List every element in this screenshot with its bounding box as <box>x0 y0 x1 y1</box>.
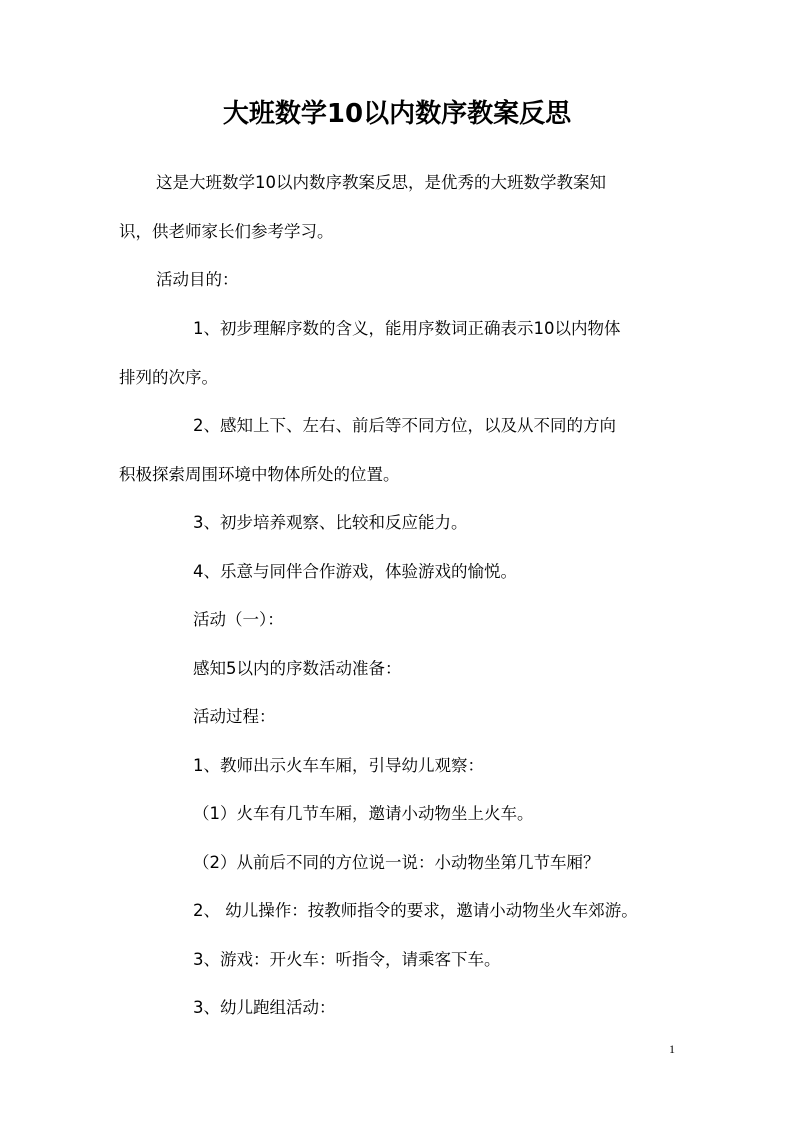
activity-preparation: 感知5以内的序数活动准备： <box>193 659 402 678</box>
paragraph-intro-line-2: 识，供老师家长们参考学习。 <box>119 222 334 241</box>
objective-2-line-2: 积极探索周围环境中物体所处的位置。 <box>119 465 400 484</box>
section-heading-process: 活动过程： <box>193 707 276 726</box>
process-step-2: 2、 幼儿操作：按教师指令的要求，邀请小动物坐火车郊游。 <box>193 901 638 920</box>
section-heading-activity-1: 活动（一）： <box>193 610 284 629</box>
paragraph-intro-line-1: 这是大班数学10以内数序教案反思，是优秀的大班数学教案知 <box>156 173 606 192</box>
objective-1-line-1: 1、初步理解序数的含义，能用序数词正确表示10以内物体 <box>193 319 621 338</box>
document-title: 大班数学10以内数序教案反思 <box>222 99 572 129</box>
process-step-1: 1、教师出示火车车厢，引导幼儿观察： <box>193 756 484 775</box>
section-heading-objectives: 活动目的： <box>156 270 239 289</box>
objective-1-line-2: 排列的次序。 <box>119 368 218 387</box>
process-step-1-sub-2: （2）从前后不同的方位说一说：小动物坐第几节车厢？ <box>193 853 600 872</box>
process-step-3-group: 3、幼儿跑组活动： <box>193 998 336 1017</box>
objective-3: 3、初步培养观察、比较和反应能力。 <box>193 513 468 532</box>
process-step-1-sub-1: （1）火车有几节车厢，邀请小动物坐上火车。 <box>193 804 534 823</box>
process-step-3-game: 3、游戏：开火车：听指令，请乘客下车。 <box>193 950 501 969</box>
page-number: 1 <box>669 1042 675 1056</box>
objective-2-line-1: 2、感知上下、左右、前后等不同方位，以及从不同的方向 <box>193 416 616 435</box>
objective-4: 4、乐意与同伴合作游戏，体验游戏的愉悦。 <box>193 562 517 581</box>
